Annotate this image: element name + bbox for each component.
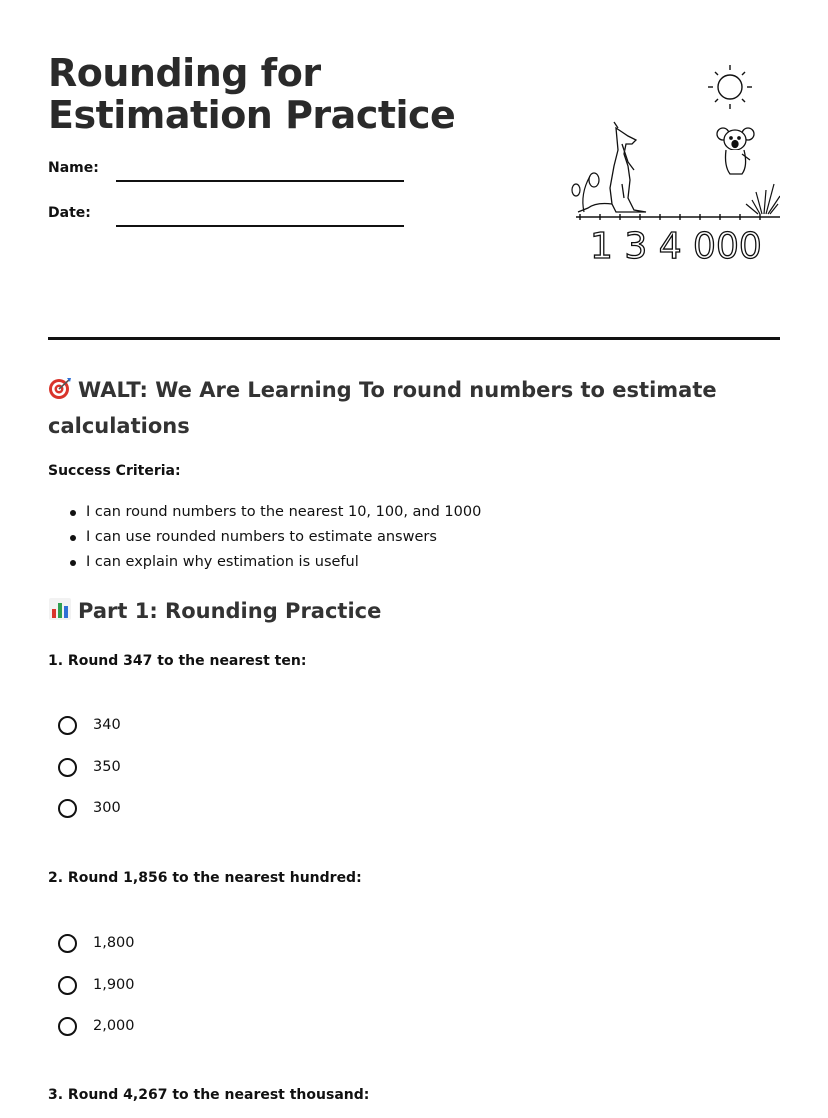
bar-chart-icon: [48, 597, 72, 621]
list-item: I can use rounded numbers to estimate answers: [48, 525, 481, 550]
radio-button[interactable]: [58, 758, 77, 777]
koala-icon: [717, 128, 754, 174]
part-1-title: Part 1: Rounding Practice: [78, 599, 382, 623]
page-title: [48, 52, 455, 136]
option-label: 340: [93, 717, 121, 733]
question-3: 3. Round 4,267 to the nearest thousand:: [48, 1087, 370, 1103]
section-divider: [48, 337, 780, 340]
list-item: I can round numbers to the nearest 10, 100, and 1000: [48, 500, 481, 525]
option-label: 2,000: [93, 1018, 135, 1034]
radio-button[interactable]: [58, 976, 77, 995]
sun-icon: [708, 65, 752, 109]
option-label: 350: [93, 759, 121, 775]
target-icon: [48, 376, 72, 400]
walt-heading: [48, 372, 748, 444]
name-field[interactable]: [116, 180, 404, 182]
option-label: 300: [93, 800, 121, 816]
radio-button[interactable]: [58, 934, 77, 953]
question-1-option-3[interactable]: [58, 796, 121, 820]
success-criteria-list: [48, 500, 481, 575]
option-label: 1,900: [93, 977, 135, 993]
date-field[interactable]: [116, 225, 404, 227]
radio-button[interactable]: [58, 716, 77, 735]
success-criteria-title: Success Criteria:: [48, 463, 181, 479]
question-2: 2. Round 1,856 to the nearest hundred:: [48, 870, 362, 886]
title-line-1: Rounding for: [48, 51, 321, 95]
question-1-option-2[interactable]: [58, 755, 121, 779]
grass-icon: [746, 184, 780, 214]
question-1: 1. Round 347 to the nearest ten:: [48, 653, 307, 669]
question-2-option-1[interactable]: [58, 931, 135, 955]
title-line-2: Estimation Practice: [48, 93, 456, 137]
list-item: I can explain why estimation is useful: [48, 550, 481, 575]
radio-button[interactable]: [58, 799, 77, 818]
name-label: Name:: [48, 160, 99, 176]
question-2-option-2[interactable]: [58, 973, 135, 997]
question-2-option-3[interactable]: [58, 1014, 135, 1038]
radio-button[interactable]: [58, 1017, 77, 1036]
walt-text: WALT: We Are Learning To round numbers to estimate calculations: [48, 378, 717, 438]
part-1-heading: [48, 596, 381, 626]
date-label: Date:: [48, 205, 91, 221]
kangaroo-icon: [578, 122, 646, 212]
illustration-number: 1 3 4 000: [590, 226, 762, 267]
number-line: [576, 214, 780, 220]
question-1-option-1[interactable]: [58, 713, 121, 737]
option-label: 1,800: [93, 935, 135, 951]
illustration: [518, 62, 780, 270]
